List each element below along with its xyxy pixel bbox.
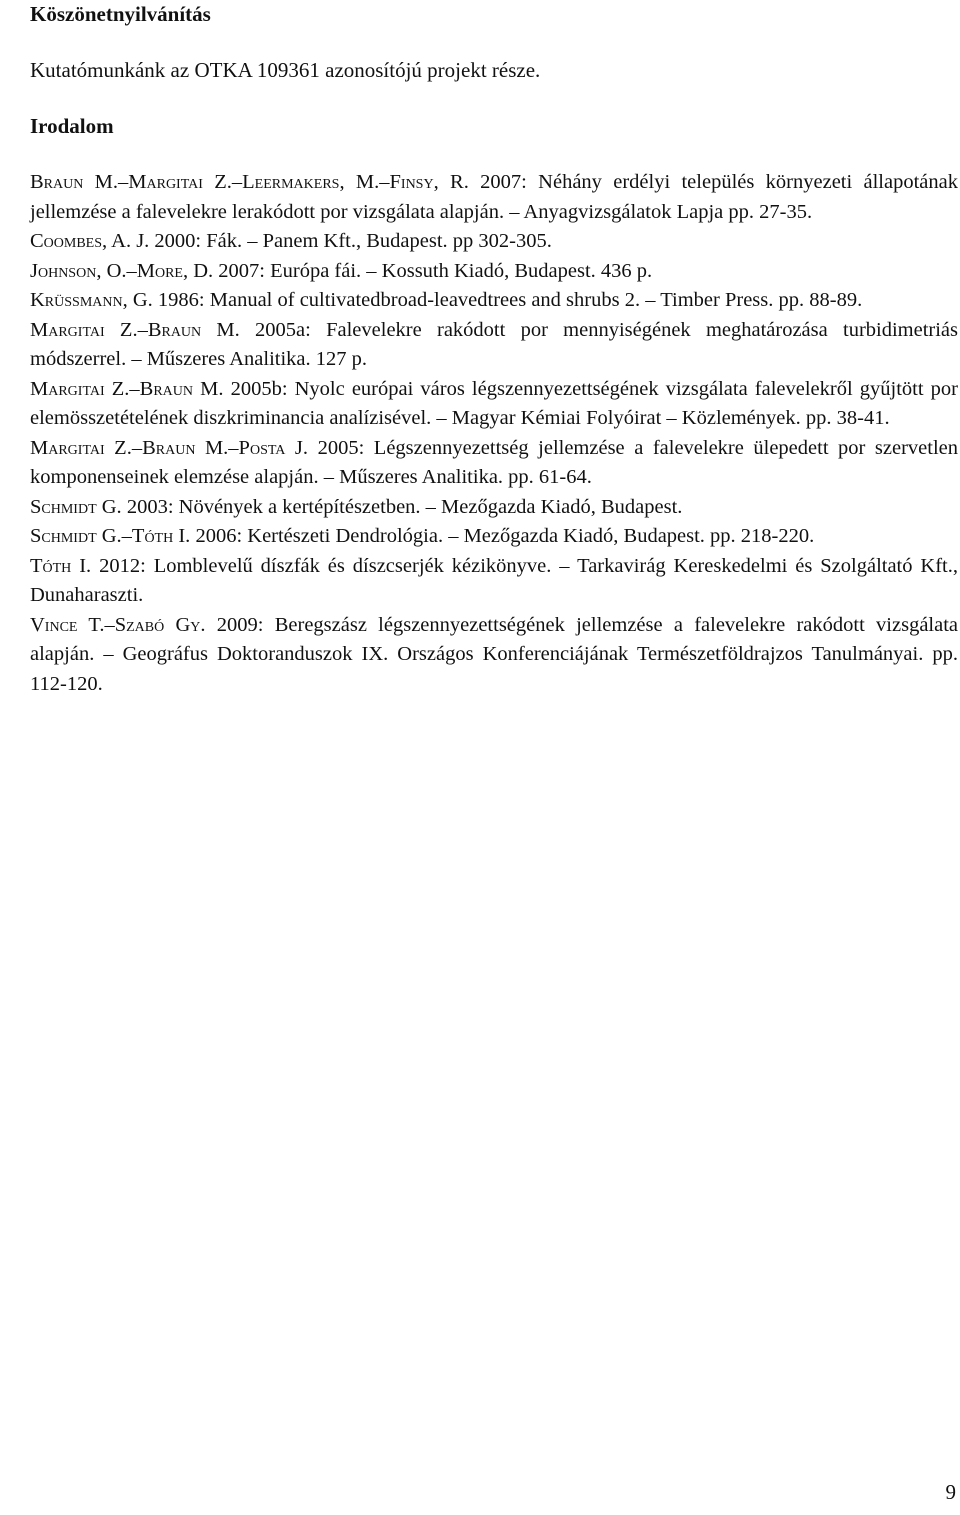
reference-text: 1986: Manual of cultivatedbroad-leavedtrees and shrubs 2. – Timber Press. pp. 88-89. xyxy=(152,289,863,311)
reference-text: 2007: Európa fái. – Kossuth Kiadó, Budapest. 436 p. xyxy=(213,259,653,282)
reference-authors: Coombes, A. J. xyxy=(30,230,150,252)
reference-authors: Tóth I. xyxy=(30,554,92,577)
reference-text: 2000: Fák. – Panem Kft., Budapest. pp 302-305. xyxy=(149,230,552,252)
reference-item xyxy=(30,434,958,493)
reference-text: 2009: Beregszász légszennyezettségének jellemzése a falevelekre rakódott vizsgálata alapján. – Geográfus Doktoranduszok IX. Országos Konferenciájának Természetföldrajzos Tanulmányai. pp. 112-120. xyxy=(30,613,959,695)
reference-text: 2006: Kertészeti Dendrológia. – Mezőgazda Kiadó, Budapest. pp. 218-220. xyxy=(190,525,815,547)
reference-authors: Krüssmann, G. xyxy=(30,289,153,311)
reference-item xyxy=(30,552,958,611)
reference-text: 2005: Légszennyezettség jellemzése a falevelekre ülepedett por szervetlen komponenseinek elemzése alapján. – Műszeres Analitika. pp. 61-64. xyxy=(30,436,959,488)
reference-text: 2005b: Nyolc európai város légszennyezettségének vizsgálata falevelekről gyűjtött por elemösszetételének diszkriminancia analízisével. – Magyar Kémiai Folyóirat – Közlemények. pp. 38-41. xyxy=(30,377,958,429)
reference-text: 2003: Növények a kertépítészetben. – Mezőgazda Kiadó, Budapest. xyxy=(121,495,683,518)
reference-item xyxy=(30,522,958,552)
acknowledgement-text: Kutatómunkánk az OTKA 109361 azonosítójú projekt része. xyxy=(30,58,541,82)
page-number: 9 xyxy=(945,1480,956,1504)
reference-text: 2012: Lomblevelű díszfák és díszcserjék kézikönyve. – Tarkavirág Kereskedelmi és Szolgáltató Kft., Dunaharaszti. xyxy=(30,554,958,606)
reference-item xyxy=(30,316,958,375)
references-heading: Irodalom xyxy=(30,114,114,138)
reference-authors: Margitai Z.–Braun M. xyxy=(30,377,224,400)
reference-item xyxy=(30,257,958,287)
reference-list xyxy=(30,168,958,699)
reference-authors: Schmidt G.–Tóth I. xyxy=(30,525,191,547)
acknowledgement-heading: Köszönetnyilvánítás xyxy=(30,2,211,26)
reference-authors: Braun M.–Margitai Z.–Leermakers, M.–Finsy, R. xyxy=(30,171,469,193)
reference-authors: Vince T.–Szabó Gy. xyxy=(30,613,206,636)
reference-authors: Johnson, O.–More, D. xyxy=(30,259,214,282)
document-page xyxy=(30,0,958,699)
reference-item xyxy=(30,168,958,227)
reference-authors: Margitai Z.–Braun M. xyxy=(30,318,240,341)
reference-text: 2007: Néhány erdélyi település környezeti állapotának jellemzése a falevelekre lerakódott por vizsgálata alapján. – Anyagvizsgálatok Lapja pp. 27-35. xyxy=(30,171,958,223)
references-section xyxy=(30,112,958,699)
reference-text: 2005a: Falevelekre rakódott por mennyiségének meghatározása turbidimetriás módszerrel. – Műszeres Analitika. 127 p. xyxy=(30,318,958,370)
reference-authors: Schmidt G. xyxy=(30,495,122,518)
reference-item xyxy=(30,493,958,523)
acknowledgement-section xyxy=(30,0,958,84)
reference-item xyxy=(30,611,958,700)
reference-item xyxy=(30,375,958,434)
reference-item xyxy=(30,227,958,257)
reference-item xyxy=(30,286,958,316)
reference-authors: Margitai Z.–Braun M.–Posta J. xyxy=(30,436,309,459)
